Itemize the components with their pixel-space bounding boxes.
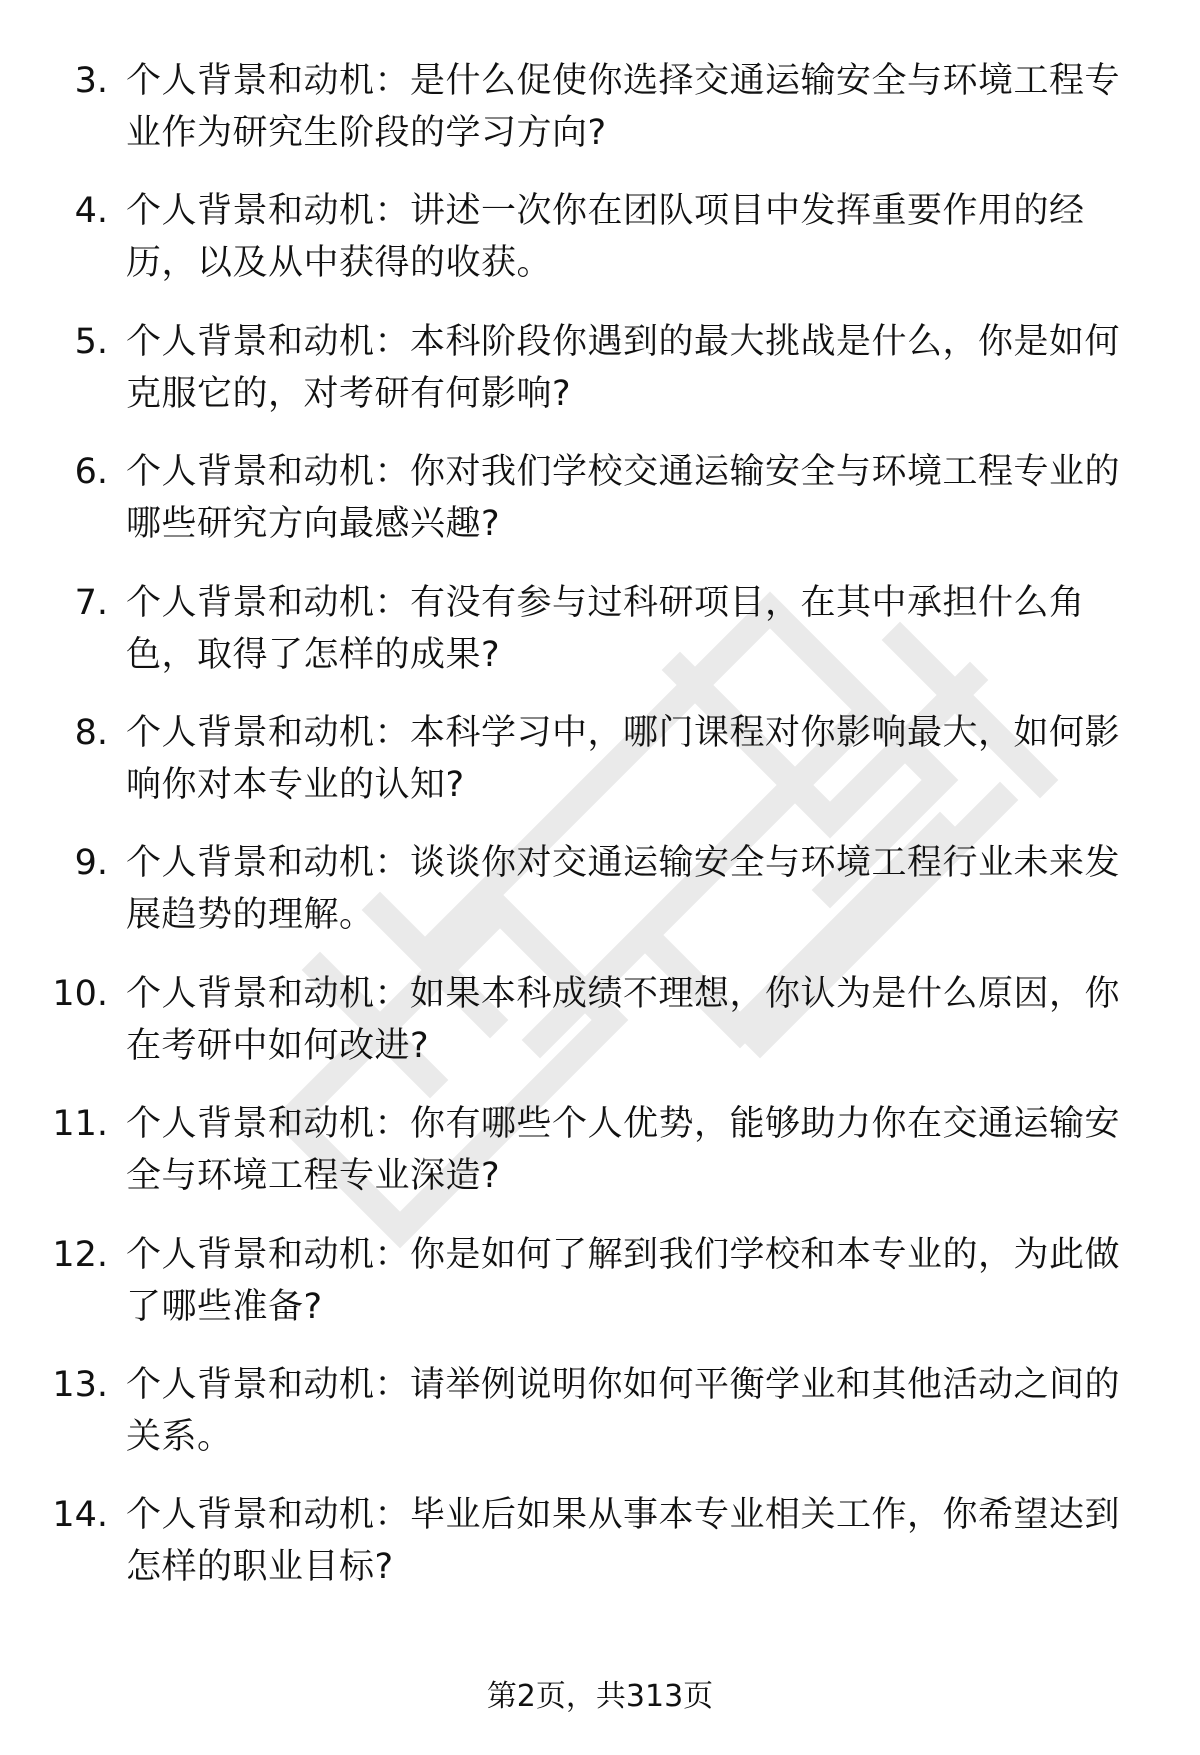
question-number: 11. [52,1104,108,1145]
question-item [0,577,1200,707]
question-item [0,316,1200,446]
question-number: 3. [74,61,108,101]
question-number: 8. [74,712,108,753]
question-text: 个人背景和动机：讲述一次你在团队项目中发挥重要作用的经历，以及从中获得的收获。 [126,191,1085,284]
question-text: 个人背景和动机：有没有参与过科研项目，在其中承担什么角色，取得了怎样的成果? [126,582,1085,675]
question-number: 13. [52,1364,108,1405]
question-number: 14. [52,1495,108,1536]
page-footer: 第2页，共313页 [486,1679,714,1714]
question-item [0,1098,1200,1228]
question-text: 个人背景和动机：你对我们学校交通运输安全与环境工程专业的哪些研究方向最感兴趣? [126,452,1121,545]
question-number: 5. [74,321,108,362]
question-text: 个人背景和动机：是什么促使你选择交通运输安全与环境工程专业作为研究生阶段的学习方向? [126,61,1121,153]
question-number: 10. [52,973,108,1014]
question-item [0,1489,1200,1619]
question-text: 个人背景和动机：如果本科成绩不理想，你认为是什么原因，你在考研中如何改进? [126,973,1121,1066]
question-text: 个人背景和动机：毕业后如果从事本专业相关工作，你希望达到怎样的职业目标? [126,1495,1121,1588]
question-item [0,55,1200,185]
question-text: 个人背景和动机：你是如何了解到我们学校和本专业的，为此做了哪些准备? [126,1234,1121,1327]
question-item [0,1359,1200,1489]
question-text: 个人背景和动机：谈谈你对交通运输安全与环境工程行业未来发展趋势的理解。 [126,843,1121,936]
question-number: 12. [52,1234,108,1275]
question-item [0,968,1200,1098]
question-item [0,837,1200,967]
question-text: 个人背景和动机：本科阶段你遇到的最大挑战是什么，你是如何克服它的，对考研有何影响? [126,321,1121,414]
question-number: 6. [74,452,108,493]
question-item [0,446,1200,576]
question-text: 个人背景和动机：本科学习中，哪门课程对你影响最大，如何影响你对本专业的认知? [126,712,1121,805]
question-item [0,185,1200,315]
question-number: 7. [74,582,108,623]
question-text: 个人背景和动机：你有哪些个人优势，能够助力你在交通运输安全与环境工程专业深造? [126,1104,1121,1197]
question-item [0,1229,1200,1359]
question-number: 9. [74,843,108,884]
question-number: 4. [74,191,108,232]
question-list [0,55,1200,1620]
question-text: 个人背景和动机：请举例说明你如何平衡学业和其他活动之间的关系。 [126,1364,1121,1457]
question-item [0,707,1200,837]
